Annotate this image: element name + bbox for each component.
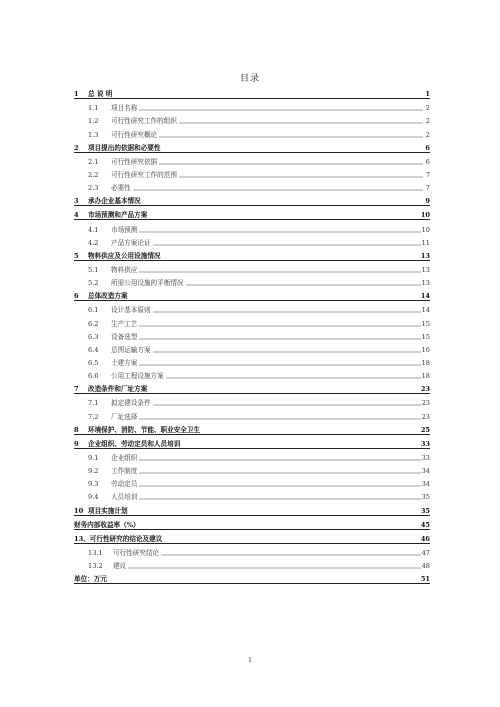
toc-dot-leader <box>142 522 420 528</box>
toc-dot-leader <box>153 240 421 246</box>
toc-entry-label: 单位：万元 <box>74 575 107 584</box>
toc-entry-label: 公用工程设施方案 <box>111 372 164 381</box>
toc-entry-label: 产品方案论证 <box>111 238 151 247</box>
toc-entry-number: 6.4 <box>88 345 99 354</box>
toc-section-entry[interactable] <box>74 394 430 407</box>
toc-dot-leader <box>143 198 423 204</box>
toc-dot-leader <box>159 132 423 138</box>
toc-entry-number: 5.2 <box>88 279 99 288</box>
toc-entry-page: 2 <box>425 117 430 126</box>
toc-dot-leader <box>186 280 421 286</box>
toc-section-entry[interactable] <box>74 557 430 570</box>
toc-entry-page: 18 <box>421 358 430 367</box>
toc-entry-page: 6 <box>425 157 430 166</box>
toc-entry-page: 2 <box>425 104 430 113</box>
toc-entry-page: 45 <box>420 520 430 529</box>
toc-entry-label: 生产工艺 <box>111 319 138 328</box>
toc-entry-label: 劳动定员 <box>111 480 138 489</box>
toc-dot-leader <box>139 481 420 487</box>
toc-dot-leader <box>130 293 420 299</box>
toc-section-entry[interactable] <box>74 99 430 112</box>
toc-entry-page: 15 <box>421 319 430 328</box>
toc-dot-leader <box>164 536 420 542</box>
toc-entry-number: 4.1 <box>88 225 99 234</box>
toc-entry-page: 51 <box>420 575 430 584</box>
toc-entry-label: 人员培训 <box>111 493 138 502</box>
toc-entry-page: 9 <box>425 197 430 206</box>
toc-entry-page: 6 <box>425 143 430 152</box>
toc-chapter-entry[interactable] <box>74 530 430 544</box>
toc-dot-leader <box>109 576 420 582</box>
toc-entry-page: 23 <box>421 399 430 408</box>
toc-entry-label: 厂址选择 <box>111 412 138 421</box>
toc-dot-leader <box>163 253 420 259</box>
toc-entry-number: 1.2 <box>88 117 99 126</box>
toc-dot-leader <box>153 347 421 353</box>
toc-entry-page: 10 <box>421 225 430 234</box>
toc-entry-page: 34 <box>421 467 430 476</box>
toc-entry-number: 2.2 <box>88 170 99 179</box>
toc-section-entry[interactable] <box>74 544 430 557</box>
toc-entry-page: 35 <box>421 493 430 502</box>
toc-entry-number: 9.4 <box>88 493 99 502</box>
toc-entry-page: 23 <box>420 385 430 394</box>
toc-entry-label: 可行性研究工作的组织 <box>111 117 177 126</box>
toc-entry-label: 设备选型 <box>111 332 138 341</box>
toc-section-entry[interactable] <box>74 125 430 138</box>
toc-section-entry[interactable] <box>74 301 430 314</box>
toc-chapter-entry[interactable] <box>74 206 430 220</box>
toc-chapter-entry[interactable] <box>74 85 430 99</box>
toc-entry-page: 13 <box>421 265 430 274</box>
toc-entry-page: 7 <box>425 170 430 179</box>
toc-section-entry[interactable] <box>74 328 430 341</box>
toc-entry-label: 项目实施计划 <box>88 506 128 515</box>
toc-entry-label: 建议 <box>113 562 127 571</box>
toc-entry-page: 47 <box>421 548 430 557</box>
toc-entry-label: 企业组织、劳动定员和人员培训 <box>88 439 181 448</box>
toc-entry-number: 6.5 <box>88 358 99 367</box>
toc-entry-number: 4.2 <box>88 238 99 247</box>
toc-dot-leader <box>202 427 420 433</box>
toc-entry-number: 1 <box>74 90 79 99</box>
toc-entry-label: 所需公用设施的平衡情况 <box>111 279 184 288</box>
toc-entry-label: 财务内部收益率（%） <box>74 520 140 529</box>
toc-section-entry[interactable] <box>74 112 430 125</box>
toc-entry-page: 48 <box>421 562 430 571</box>
toc-dot-leader <box>133 185 423 191</box>
toc-entry-number: 6.1 <box>88 306 99 315</box>
toc-entry-page: 10 <box>420 211 430 220</box>
toc-dot-leader <box>139 414 420 420</box>
toc-dot-leader <box>139 321 420 327</box>
toc-entry-page: 16 <box>421 345 430 354</box>
toc-entry-page: 34 <box>421 480 430 489</box>
toc-chapter-entry[interactable] <box>74 501 430 515</box>
toc-entry-page: 33 <box>420 439 430 448</box>
toc-entry-label: 可行性研究依据 <box>111 157 158 166</box>
toc-entry-label: 物料供应及公用设施情况 <box>88 251 161 260</box>
toc-entry-number: 8 <box>74 425 79 434</box>
toc-chapter-entry[interactable] <box>74 380 430 394</box>
toc-section-entry[interactable] <box>74 166 430 179</box>
toc-entry-number: 2.3 <box>88 184 99 193</box>
toc-entry-page: 33 <box>421 453 430 462</box>
toc-entry-number: 1.3 <box>88 130 99 139</box>
toc-section-entry[interactable] <box>74 261 430 274</box>
toc-entry-number: 9.3 <box>88 480 99 489</box>
toc-entry-label: 工作制度 <box>111 467 138 476</box>
toc-dot-leader <box>179 118 423 124</box>
toc-dot-leader <box>163 145 423 151</box>
toc-entry-number: 1.1 <box>88 104 99 113</box>
toc-dot-leader <box>139 267 420 273</box>
toc-dot-leader <box>153 307 421 313</box>
toc-entry-page: 1 <box>425 90 430 99</box>
toc-dot-leader <box>149 212 419 218</box>
toc-entry-number: 3 <box>74 197 79 206</box>
toc-entry-page: 25 <box>420 425 430 434</box>
toc-entry-label: 设计基本原则 <box>111 306 151 315</box>
toc-section-entry[interactable] <box>74 234 430 247</box>
toc-chapter-entry[interactable] <box>74 516 430 530</box>
toc-chapter-entry[interactable] <box>74 287 430 301</box>
toc-entry-number: 6.6 <box>88 372 99 381</box>
toc-section-entry[interactable] <box>74 179 430 192</box>
toc-entry-label: 可行性研究结论 <box>113 548 160 557</box>
toc-section-entry[interactable] <box>74 314 430 327</box>
toc-dot-leader <box>182 441 420 447</box>
toc-entry-number: 9.2 <box>88 467 99 476</box>
toc-entry-page: 13 <box>420 251 430 260</box>
toc-entry-page: 14 <box>421 306 430 315</box>
toc-dot-leader <box>159 159 423 165</box>
toc-dot-leader <box>153 400 421 406</box>
toc-dot-leader <box>130 508 420 514</box>
toc-entry-page: 18 <box>421 372 430 381</box>
toc-entry-page: 7 <box>425 184 430 193</box>
toc-dot-leader <box>139 105 423 111</box>
toc-entry-number: 13.2 <box>88 562 103 571</box>
toc-entry-page: 14 <box>420 292 430 301</box>
toc-section-entry[interactable] <box>74 449 430 462</box>
toc-dot-leader <box>139 227 420 233</box>
toc-title: 目录 <box>239 74 260 84</box>
toc-entry-number: 10 <box>74 506 84 515</box>
toc-chapter-entry[interactable] <box>74 570 430 584</box>
toc-dot-leader <box>114 91 423 97</box>
toc-entry-number: 7.2 <box>88 412 99 421</box>
toc-dot-leader <box>179 172 423 178</box>
toc-section-entry[interactable] <box>74 407 430 420</box>
toc-entry-label: 企业组织 <box>111 453 138 462</box>
toc-entry-label: 可行性研究概论 <box>111 130 158 139</box>
toc-entry-label: 总图运输方案 <box>111 345 151 354</box>
toc-entry-label: 环境保护、消防、节能、职业安全卫生 <box>88 425 201 434</box>
toc-section-entry[interactable] <box>74 475 430 488</box>
toc-entry-label: 改造条件和厂址方案 <box>88 385 148 394</box>
toc-entry-label: 13、可行性研究的结论及建议 <box>74 534 163 543</box>
toc-entry-label: 总 说 明 <box>88 90 113 99</box>
toc-entry-label: 土建方案 <box>111 358 138 367</box>
toc-dot-leader <box>128 563 420 569</box>
toc-entry-label: 项目提出的依据和必要性 <box>88 143 161 152</box>
toc-entry-page: 13 <box>421 279 430 288</box>
toc-chapter-entry[interactable] <box>74 435 430 449</box>
toc-dot-leader <box>139 455 420 461</box>
toc-chapter-entry[interactable] <box>74 139 430 153</box>
toc-entry-label: 承办企业基本情况 <box>88 197 141 206</box>
toc-section-entry[interactable] <box>74 488 430 501</box>
toc-section-entry[interactable] <box>74 462 430 475</box>
toc-entry-number: 5.1 <box>88 265 99 274</box>
toc-entry-page: 15 <box>421 332 430 341</box>
toc-entry-number: 6.3 <box>88 332 99 341</box>
toc-section-entry[interactable] <box>74 341 430 354</box>
toc-entry-label: 项目名称 <box>111 104 138 113</box>
toc-entry-number: 6 <box>74 292 79 301</box>
toc-dot-leader <box>166 373 421 379</box>
toc-entry-number: 6.2 <box>88 319 99 328</box>
toc-section-entry[interactable] <box>74 153 430 166</box>
toc-section-entry[interactable] <box>74 274 430 287</box>
toc-entry-label: 必要性 <box>111 184 131 193</box>
toc-section-entry[interactable] <box>74 367 430 380</box>
toc-entry-label: 物料供应 <box>111 265 138 274</box>
toc-dot-leader <box>149 386 419 392</box>
toc-entry-page: 46 <box>420 534 430 543</box>
toc-section-entry[interactable] <box>74 220 430 233</box>
toc-entry-number: 7 <box>74 385 79 394</box>
toc-entry-label: 市场预测 <box>111 225 138 234</box>
toc-entry-number: 9 <box>74 439 79 448</box>
toc-chapter-entry[interactable] <box>74 192 430 206</box>
toc-chapter-entry[interactable] <box>74 421 430 435</box>
toc-dot-leader <box>139 494 420 500</box>
toc-entry-page: 35 <box>420 506 430 515</box>
toc-entry-label: 可行性研究工作的范围 <box>111 170 177 179</box>
toc-entry-number: 2.1 <box>88 157 99 166</box>
toc-entry-label: 总体改造方案 <box>88 292 128 301</box>
toc-entry-label: 市场预测和产品方案 <box>88 211 148 220</box>
toc-entry-number: 5 <box>74 251 79 260</box>
page-number: 1 <box>248 657 252 664</box>
toc-dot-leader <box>139 360 420 366</box>
toc-entry-number: 13.1 <box>88 548 103 557</box>
toc-chapter-entry[interactable] <box>74 247 430 261</box>
toc-section-entry[interactable] <box>74 354 430 367</box>
toc-dot-leader <box>139 334 420 340</box>
toc-dot-leader <box>161 550 420 556</box>
toc-entry-number: 9.1 <box>88 453 99 462</box>
toc-entry-number: 2 <box>74 143 79 152</box>
toc-entry-page: 23 <box>421 412 430 421</box>
toc-entry-page: 2 <box>425 130 430 139</box>
table-of-contents <box>74 85 430 584</box>
toc-dot-leader <box>139 468 420 474</box>
toc-entry-page: 11 <box>421 238 430 247</box>
toc-entry-number: 7.1 <box>88 399 99 408</box>
toc-entry-number: 4 <box>74 211 79 220</box>
toc-entry-label: 拟定建设条件 <box>111 399 151 408</box>
